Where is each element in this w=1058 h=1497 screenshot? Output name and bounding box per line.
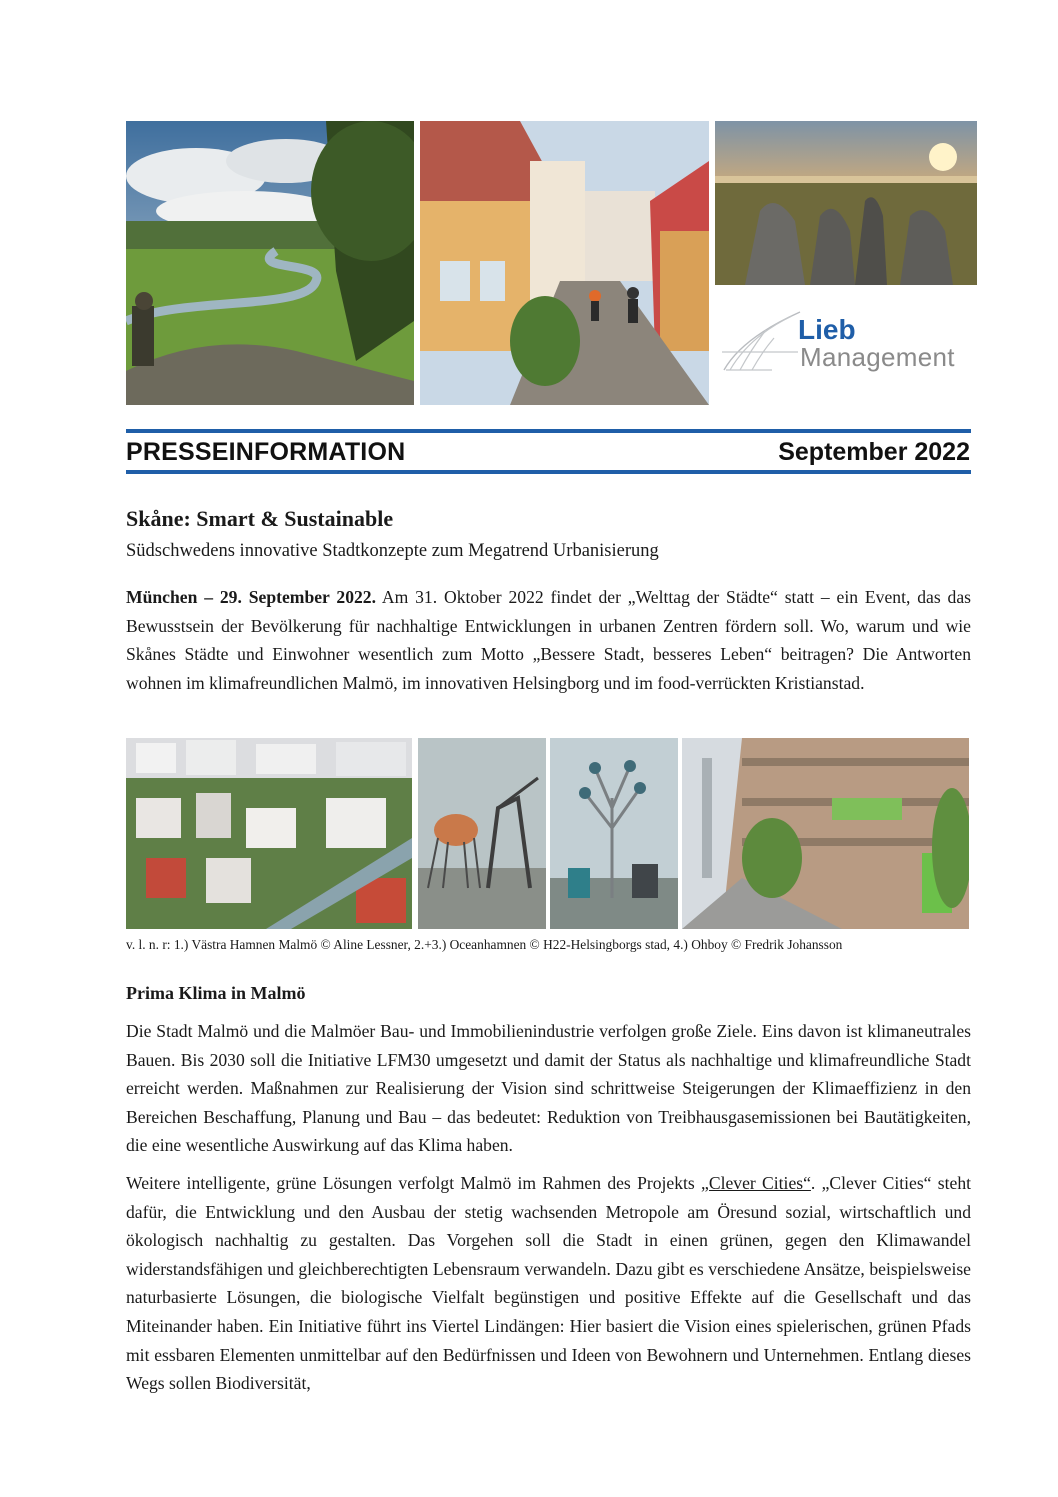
press-date-label: September 2022: [778, 438, 970, 466]
section-heading-prima-klima: Prima Klima in Malmö: [126, 983, 306, 1003]
landscape-river-photo: [126, 121, 414, 405]
clever-cities-link[interactable]: „Clever Cities“: [701, 1173, 811, 1193]
old-town-street-cyclists-photo: [420, 121, 709, 405]
ales-stenar-sunset-photo: [715, 121, 977, 285]
section1-p2-before: Weitere intelligente, grüne Lösungen verfolgt Malmö im Rahmen des Projekts: [126, 1173, 702, 1193]
logo-text-lieb: Lieb: [798, 314, 856, 345]
intro-text: Am 31. Oktober 2022 findet der „Welttag der Städte“ statt – ein Event, das das Bewusstsein der Bevölkerung für nachhaltige Entwicklungen in urbanen Zentren fördern soll. Wo, warum und wie Skånes Städte und Einwohner wesentlich zum Motto „Bessere Stadt, besseres Leben“ beitragen? Die Antworten wohnen im klimafreundlichen Malmö, im innovativen Helsingborg und im food-verrückten Kristianstad.: [126, 587, 971, 693]
vastra-hamnen-aerial-photo: [126, 738, 412, 929]
intro-paragraph: [126, 583, 971, 697]
section1-paragraph-1: Die Stadt Malmö und die Malmöer Bau- und Immobilienindustrie verfolgen große Ziele. Eins davon ist klimaneutrales Bauen. Bis 2030 soll die Initiative LFM30 umgesetzt und damit der Status als nachhaltige und klimafreundliche Stadt erreicht werden. Maßnahmen zur Realisierung der Vision sind schrittweise Steigerungen der Klimaeffizienz in den Bereichen Beschaffung, Planung und Bau – das bedeutet: Reduktion von Treibhausgasemissionen bei Bautätigkeiten, die eine wesentliche Auswirkung auf das Klima haben.: [126, 1021, 971, 1156]
press-information-label: PRESSEINFORMATION: [126, 438, 406, 466]
oceanhamnen-sculpture-photo: [418, 738, 546, 929]
ohboy-hotel-building-photo: [682, 738, 969, 929]
header-bottom-rule: [126, 470, 971, 474]
logo-text-management: Management: [800, 342, 955, 372]
oceanhamnen-tree-art-photo: [550, 738, 678, 929]
section1-p2-after: . „Clever Cities“ steht dafür, die Entwicklung und den Ausbau der stetig wachsenden Metropole am Öresund sozial, wirtschaftlich und ökologisch nachhaltig zu gestalten. Das Vorgehen soll die Stadt in einen grünen, gegen den Klimawandel widerstandsfähigen und gleichberechtigten Lebensraum verwandeln. Dazu gibt es verschiedene Ansätze, beispielsweise naturbasierte Lösungen, die biologische Vielfalt begünstigen und positive Effekte auf die Gesellschaft und das Miteinander haben. Ein Initiative führt ins Viertel Lindängen: Hier basiert die Vision eines spielerischen, grünen Pfads mit essbaren Elementen unmittelbar auf den Bedürfnissen und Ideen von Bewohnern und Unternehmen. Entlang dieses Wegs sollen Biodiversität,: [126, 1173, 972, 1394]
lieb-management-logo-icon: [722, 308, 802, 374]
article-title: Skåne: Smart & Sustainable: [126, 506, 394, 531]
section1-paragraph-2: [126, 1169, 971, 1398]
article-subtitle: Südschwedens innovative Stadtkonzepte zum Megatrend Urbanisierung: [126, 541, 659, 561]
photo-caption: v. l. n. r: 1.) Västra Hamnen Malmö © Aline Lessner, 2.+3.) Oceanhamnen © H22-Helsingborgs stad, 4.) Ohboy © Fredrik Johansson: [126, 937, 843, 952]
intro-dateline: München – 29. September 2022.: [126, 587, 376, 607]
header-top-rule: [126, 429, 971, 433]
